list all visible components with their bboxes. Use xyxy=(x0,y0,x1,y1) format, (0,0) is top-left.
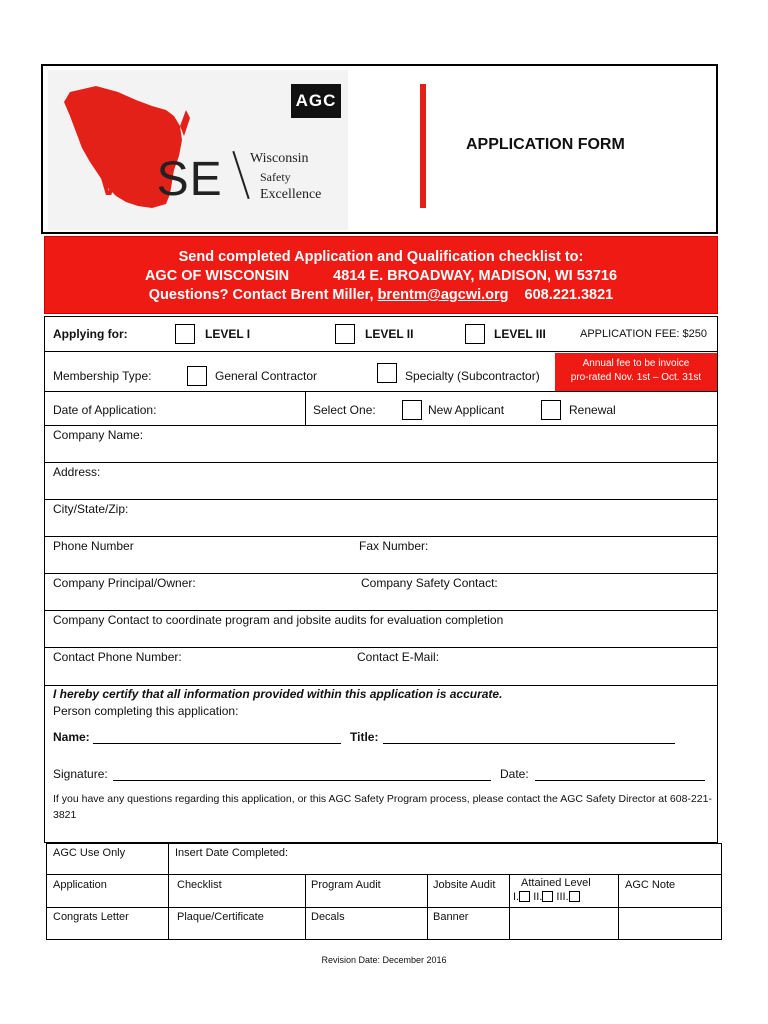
contact-phone-label: Contact Phone Number: xyxy=(53,650,182,664)
fee-note-line1: Annual fee to be invoice xyxy=(582,358,690,369)
row-principal-safety[interactable] xyxy=(44,574,718,611)
table-col-line xyxy=(618,874,619,939)
banner-line2 xyxy=(45,267,717,286)
table-row-line xyxy=(47,907,721,908)
fee-note-line2: pro-rated Nov. 1st – Oct. 31st xyxy=(570,372,702,383)
renewal-checkbox[interactable] xyxy=(541,400,561,420)
specialty-label: Specialty (Subcontractor) xyxy=(405,369,540,383)
wise-dark-part: SE xyxy=(156,153,223,206)
renewal-label: Renewal xyxy=(569,403,616,417)
city-state-zip-label: City/State/Zip: xyxy=(53,502,129,516)
banner-org: AGC OF WISCONSIN xyxy=(144,268,290,284)
general-contractor-label: General Contractor xyxy=(215,369,318,383)
attained-level-boxes xyxy=(513,891,580,903)
address-label: Address: xyxy=(53,465,101,479)
level-i-label: I. xyxy=(513,891,520,903)
fee-note xyxy=(555,353,717,391)
banner-cell: Banner xyxy=(433,911,469,923)
banner-line1: Send completed Application and Qualification checklist to: xyxy=(178,249,584,265)
banner-address: 4814 E. BROADWAY, MADISON, WI 53716 xyxy=(333,268,618,284)
general-contractor-checkbox[interactable] xyxy=(187,366,207,386)
name-input-line[interactable] xyxy=(93,743,341,744)
row-address[interactable] xyxy=(44,463,718,500)
wise-sub-line2: Safety xyxy=(260,170,291,184)
questions-note: If you have any questions regarding this application, or this AGC Safety Program process, please contact the AGC Safety Director at 608-221-3821 xyxy=(53,793,712,821)
page-title: APPLICATION FORM xyxy=(466,136,625,153)
agc-use-table xyxy=(46,843,722,940)
agc-use-only-label: AGC Use Only xyxy=(53,847,126,859)
level-ii-label: II. xyxy=(533,891,543,903)
signature-label: Signature: xyxy=(53,767,108,781)
name-label: Name: xyxy=(53,730,90,744)
plaque-certificate-cell: Plaque/Certificate xyxy=(177,911,264,923)
level-2-checkbox[interactable] xyxy=(335,324,355,344)
instructions-banner xyxy=(44,236,718,314)
membership-type-label: Membership Type: xyxy=(53,369,152,383)
company-principal-label: Company Principal/Owner: xyxy=(53,576,196,590)
date-label: Date: xyxy=(500,767,529,781)
application-cell: Application xyxy=(53,879,107,891)
insert-date-label: Insert Date Completed: xyxy=(175,847,289,859)
new-applicant-label: New Applicant xyxy=(428,403,505,417)
select-one-label: Select One: xyxy=(313,403,376,417)
attained-level-cell: Attained Level xyxy=(521,877,591,889)
banner-email-link[interactable]: brentm@agcwi.org xyxy=(377,287,509,303)
level-i-checkbox[interactable] xyxy=(519,891,530,902)
wise-sub-line1: Wisconsin xyxy=(250,151,309,166)
banner-line3 xyxy=(45,286,717,305)
level-3-label: LEVEL III xyxy=(494,327,546,341)
level-3-checkbox[interactable] xyxy=(465,324,485,344)
wise-wordmark xyxy=(96,152,223,207)
title-input-line[interactable] xyxy=(383,743,675,744)
table-col-line xyxy=(427,874,428,939)
program-audit-cell: Program Audit xyxy=(311,879,381,891)
agc-logo: AGC xyxy=(291,84,341,118)
wise-sub-line3: Excellence xyxy=(260,187,322,202)
contact-email-label: Contact E-Mail: xyxy=(357,650,440,664)
fax-number-label: Fax Number: xyxy=(359,539,429,553)
row-applying-for xyxy=(44,316,718,352)
row-company-name[interactable] xyxy=(44,426,718,463)
company-name-label: Company Name: xyxy=(53,428,144,442)
specialty-checkbox[interactable] xyxy=(377,363,397,383)
level-2-label: LEVEL II xyxy=(365,327,414,341)
level-ii-checkbox[interactable] xyxy=(542,891,553,902)
congrats-letter-cell: Congrats Letter xyxy=(53,911,129,923)
agc-note-cell: AGC Note xyxy=(625,879,676,891)
certification-section xyxy=(44,686,718,843)
application-fee: APPLICATION FEE: $250 xyxy=(580,328,707,340)
revision-date: Revision Date: December 2016 xyxy=(321,955,447,965)
certify-statement: I hereby certify that all information provided within this application is accurate. xyxy=(53,687,503,701)
person-completing-label: Person completing this application: xyxy=(53,704,239,718)
table-col-line xyxy=(168,844,169,939)
table-col-line xyxy=(509,874,510,939)
level-1-checkbox[interactable] xyxy=(175,324,195,344)
row-date-of-application xyxy=(44,392,718,426)
level-iii-checkbox[interactable] xyxy=(569,891,580,902)
company-contact-label: Company Contact to coordinate program and jobsite audits for evaluation completion xyxy=(53,613,504,627)
banner-contact: Questions? Contact Brent Miller, xyxy=(148,287,378,303)
jobsite-audit-cell: Jobsite Audit xyxy=(433,879,496,891)
row-city-state-zip[interactable] xyxy=(44,500,718,537)
checklist-cell: Checklist xyxy=(177,879,222,891)
company-safety-contact-label: Company Safety Contact: xyxy=(361,576,498,590)
table-col-line xyxy=(305,874,306,939)
banner-phone: 608.221.3821 xyxy=(524,287,614,303)
wise-red-part: WI xyxy=(96,153,157,206)
table-row-line xyxy=(47,874,721,875)
row-company-contact[interactable] xyxy=(44,611,718,648)
signature-input-line[interactable] xyxy=(113,780,491,781)
date-input-line[interactable] xyxy=(535,780,705,781)
row-contact-phone-email[interactable] xyxy=(44,648,718,686)
row-phone-fax[interactable] xyxy=(44,537,718,574)
decals-cell: Decals xyxy=(311,911,345,923)
level-1-label: LEVEL I xyxy=(205,327,251,341)
new-applicant-checkbox[interactable] xyxy=(402,400,422,420)
title-label: Title: xyxy=(350,730,379,744)
phone-number-label: Phone Number xyxy=(53,539,134,553)
header-divider xyxy=(420,84,426,208)
row-divider xyxy=(305,392,306,425)
applying-for-label: Applying for: xyxy=(53,327,128,341)
date-of-application-label: Date of Application: xyxy=(53,403,157,417)
level-iii-label: III. xyxy=(556,891,569,903)
wise-subtitle xyxy=(250,150,321,204)
